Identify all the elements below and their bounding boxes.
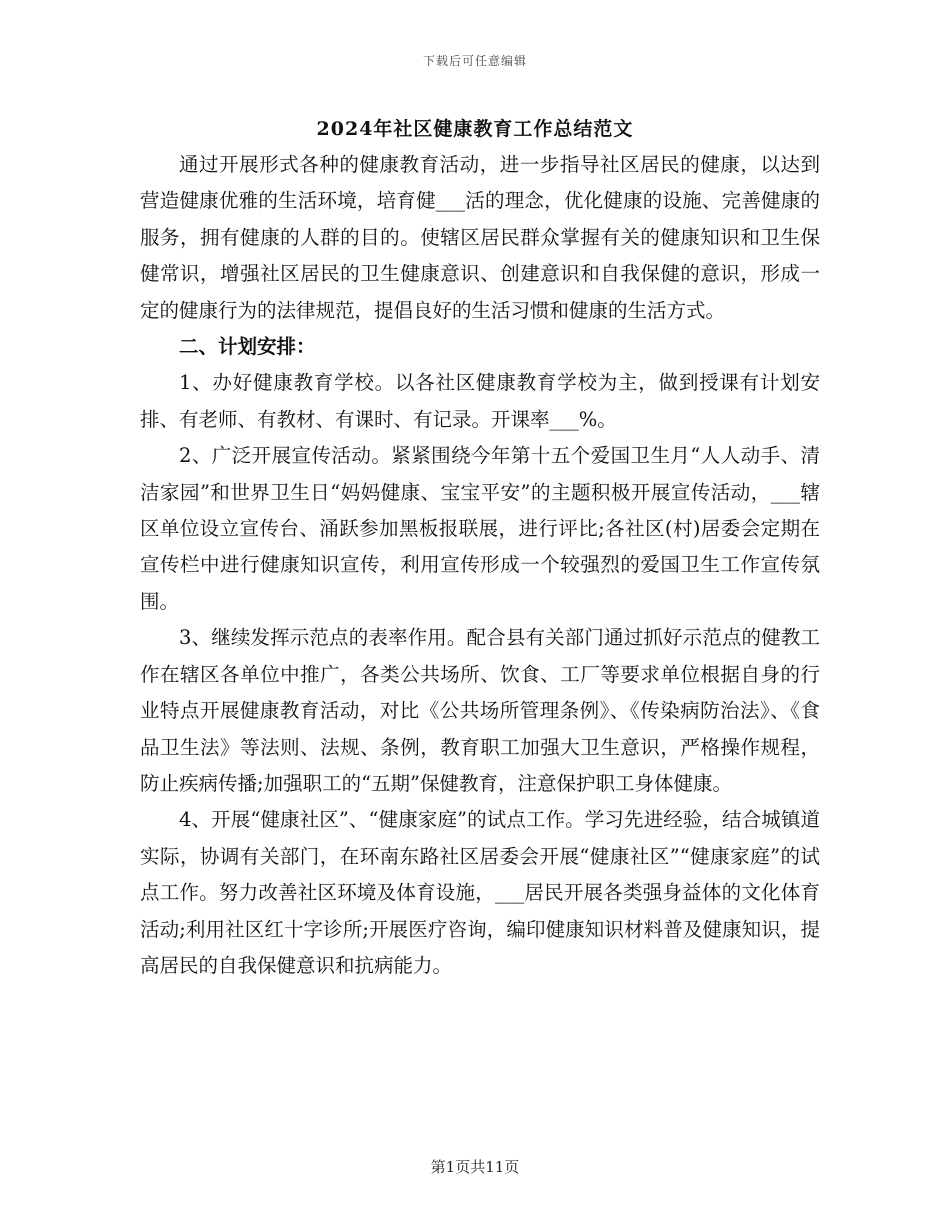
list-item-1: 1、办好健康教育学校。以各社区健康教育学校为主，做到授课有计划安排、有老师、有教材、有课时、有记录。开课率___%。 [140, 371, 820, 431]
document-body [140, 147, 820, 984]
intro-paragraph: 通过开展形式各种的健康教育活动，进一步指导社区居民的健康，以达到营造健康优雅的生活环境，培育健___活的理念，优化健康的设施、完善健康的服务，拥有健康的人群的目的。使辖区居民群众掌握有关的健康知识和卫生保健常识，增强社区居民的卫生健康意识、创建意识和自我保健的意识，形成一定的健康行为的法律规范，提倡良好的生活习惯和健康的生活方式。 [140, 153, 820, 322]
list-item-2: 2、广泛开展宣传活动。紧紧围绕今年第十五个爱国卫生月“人人动手、清洁家园”和世界卫生日“妈妈健康、宝宝平安”的主题积极开展宣传活动，___辖区单位设立宣传台、涌跃参加黑板报联展，进行评比;各社区(村)居委会定期在宣传栏中进行健康知识宣传，利用宣传形成一个较强烈的爱国卫生工作宣传氛围。 [140, 444, 820, 613]
document-title: 2024年社区健康教育工作总结范文 [316, 118, 634, 140]
list-item-4: 4、开展“健康社区”、“健康家庭”的试点工作。学习先进经验，结合城镇道实际，协调有关部门，在环南东路社区居委会开展“健康社区”“健康家庭”的试点工作。努力改善社区环境及体育设施，___居民开展各类强身益体的文化体育活动;利用社区红十字诊所;开展医疗咨询，编印健康知识材料普及健康知识，提高居民的自我保健意识和抗病能力。 [140, 808, 820, 977]
page-number: 第1页共11页 [430, 1158, 520, 1176]
section-heading: 二、计划安排： [179, 335, 316, 359]
list-item-3: 3、继续发挥示范点的表率作用。配合县有关部门通过抓好示范点的健教工作在辖区各单位中推广，各类公共场所、饮食、工厂等要求单位根据自身的行业特点开展健康教育活动，对比《公共场所管理条例》、《传染病防治法》、《食品卫生法》等法则、法规、条例，教育职工加强大卫生意识，严格操作规程，防止疾病传播;加强职工的“五期”保健教育，注意保护职工身体健康。 [140, 626, 820, 795]
page-header-note: 下载后可任意编辑 [422, 54, 527, 68]
